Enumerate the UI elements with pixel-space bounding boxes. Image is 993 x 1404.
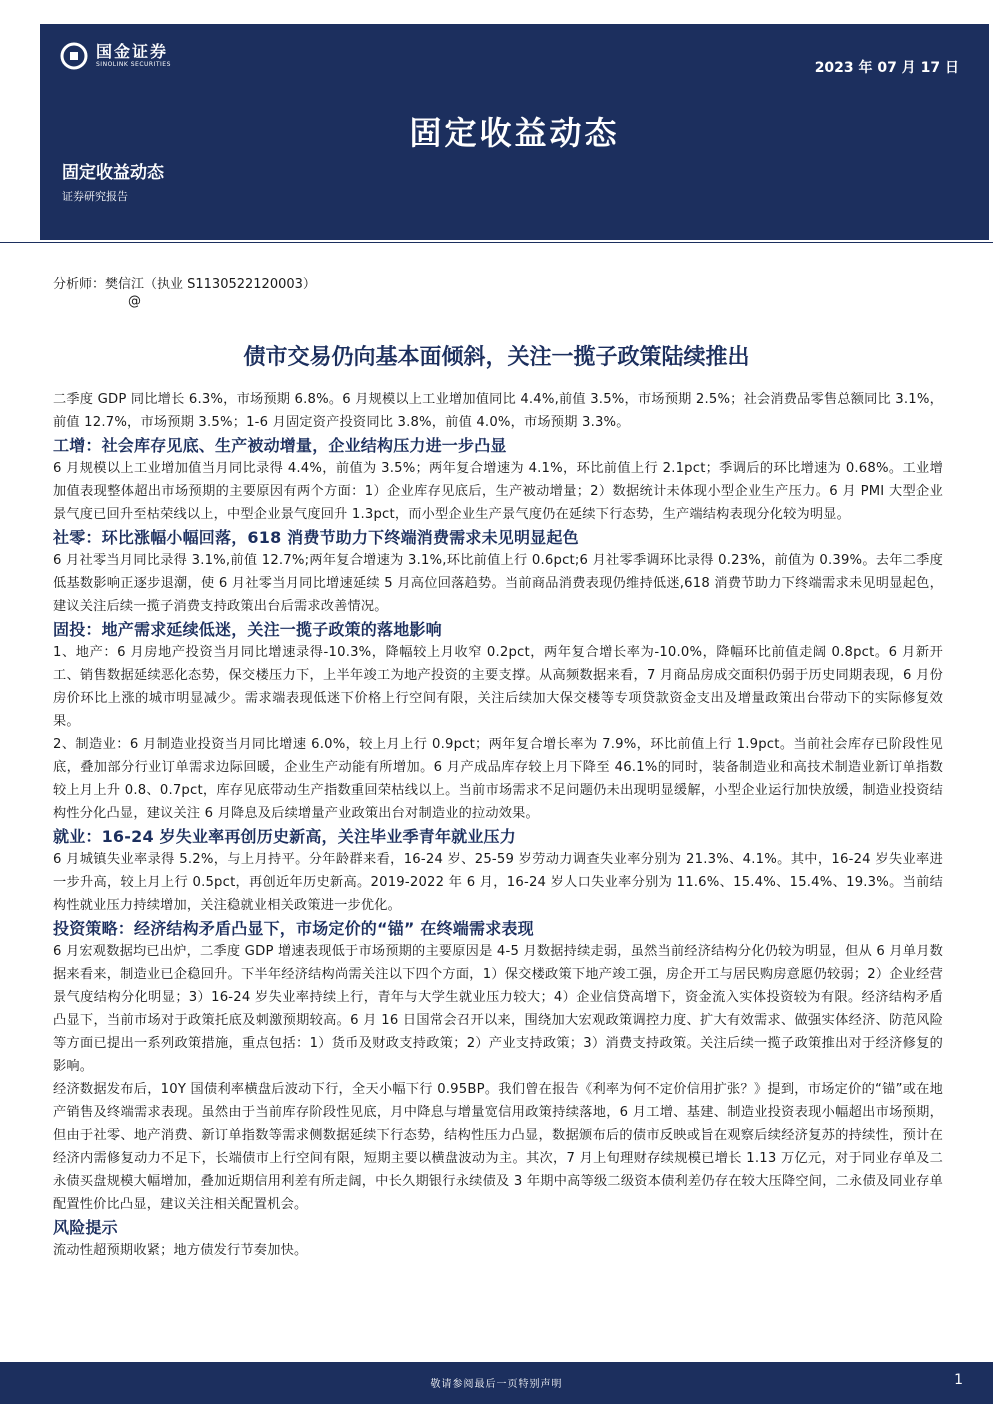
main-title: 固定收益动态 xyxy=(409,114,620,152)
logo-emblem-icon xyxy=(60,42,88,70)
section-paragraph: 流动性超预期收紧；地方债发行节奏加快。 xyxy=(53,1243,308,1258)
analyst-email: @ xyxy=(128,294,141,309)
sub-title: 固定收益动态 xyxy=(62,163,164,183)
section-heading: 风险提示 xyxy=(53,1218,118,1237)
section-paragraph: 2、制造业：6 月制造业投资当月同比增速 6.0%，较上月上行 0.9pct；两年复合增长率为 7.9%，环比前值上行 1.9pct。当前社会库存已阶段性见底，叠加部分行业订单需求边际回暖，企业生产动能有所增加。6 月产成品库存较上月下降至 46.1%的同时，装备制造业和高技术制造业新订单指数较上月上升 0.8、0.7pct，库存见底带动生产指数重回荣枯线以上。当前市场需求不足问题仍未出现明显缓解，小型企业运行加快放缓，制造业投资结构性分化凸显，建议关注 6 月降息及后续增量产业政策出台对制造业的拉动效果。 xyxy=(53,737,943,821)
disclaimer-note: 敬请参阅最后一页特别声明 xyxy=(430,1379,563,1390)
company-logo xyxy=(60,42,171,70)
section-paragraph: 6 月规模以上工业增加值当月同比录得 4.4%，前值为 3.5%；两年复合增速为 4.1%，环比前值上行 2.1pct；季调后的环比增速为 0.68%。工业增加值表现整体超出市场预期的主要原因有两个方面：1）企业库存见底后，生产被动增量；2）数据统计未体现小型企业生产压力。6 月 PMI 大型企业景气度已回升至枯荣线以上，中型企业景气度回升 1.3pct，而小型企业生产景气度仍在延续下行态势，生产端结构表现分化较为明显。 xyxy=(53,461,943,522)
section-heading: 投资策略：经济结构矛盾凸显下，市场定价的“锚” 在终端需求表现 xyxy=(53,919,534,938)
section-paragraph: 6 月城镇失业率录得 5.2%，与上月持平。分年龄群来看，16-24 岁、25-59 岁劳动力调查失业率分别为 21.3%、4.1%。其中，16-24 岁失业率进一步升高，较上月上行 0.5pct，再创近年历史新高。2019-2022 年 6 月，16-24 岁人口失业率分别为 11.6%、15.4%、15.4%、19.3%。当前结构性就业压力持续增加，关注稳就业相关政策进一步优化。 xyxy=(53,852,943,913)
page-number: 1 xyxy=(954,1372,963,1388)
report-date: 2023 年 07 月 17 日 xyxy=(814,60,959,76)
report-body xyxy=(53,388,943,1262)
section-paragraph: 经济数据发布后，10Y 国债利率横盘后波动下行，全天小幅下行 0.95BP。我们曾在报告《利率为何不定价信用扩张？》提到，市场定价的“锚”或在地产销售及终端需求表现。虽然由于当前库存阶段性见底，月中降息与增量宽信用政策持续落地，6 月工增、基建、制造业投资表现小幅超出市场预期，但由于社零、地产消费、新订单指数等需求侧数据延续下行态势，结构性压力凸显，数据颁布后的债市反映或旨在观察后续经济复苏的持续性，预计在经济内需修复动力不足下，长端债市上行空间有限，短期主要以横盘波动为主。其次，7 月上旬理财存续规模已增长 1.13 万亿元，对于同业存单及二永债买盘规模大幅增加，叠加近期信用利差有所走阔，中长久期银行永续债及 3 年期中高等级二级资本债利差仍存在较大压降空间，二永债及同业存单配置性价比凸显，建议关注相关配置机会。 xyxy=(53,1082,943,1212)
section-heading: 固投：地产需求延续低迷，关注一揽子政策的落地影响 xyxy=(53,620,442,639)
header-divider xyxy=(0,242,993,243)
section-heading: 就业：16-24 岁失业率再创历史新高，关注毕业季青年就业压力 xyxy=(53,827,516,846)
document-title: 债市交易仍向基本面倾斜，关注一揽子政策陆续推出 xyxy=(243,345,750,370)
logo-cn: 国金证券 xyxy=(96,42,169,61)
intro-paragraph: 二季度 GDP 同比增长 6.3%，市场预期 6.8%。6 月规模以上工业增加值同比 4.4%,前值 3.5%，市场预期 2.5%；社会消费品零售总额同比 3.1%，前值 12.7%，市场预期 3.5%；1-6 月固定资产投资同比 3.8%，前值 4.0%，市场预期 3.3%。 xyxy=(53,392,943,430)
section-heading: 工增：社会库存见底、生产被动增量，企业结构压力进一步凸显 xyxy=(53,436,507,455)
report-header xyxy=(40,24,989,240)
section-heading: 社零：环比涨幅小幅回落，618 消费节助力下终端消费需求未见明显起色 xyxy=(53,528,579,547)
section-paragraph: 6 月社零当月同比录得 3.1%,前值 12.7%;两年复合增速为 3.1%,环比前值上行 0.6pct;6 月社零季调环比录得 0.23%，前值为 0.39%。去年二季度低基数影响正逐步退潮，使 6 月社零当月同比增速延续 5 月高位回落趋势。当前商品消费表现仍维持低迷,618 消费节助力下终端需求未见明显起色，建议关注后续一揽子消费支持政策出台后需求改善情况。 xyxy=(53,553,943,614)
analyst-info: 分析师：樊信江（执业 S1130522120003） xyxy=(53,277,316,292)
section-paragraph: 1、地产：6 月房地产投资当月同比增速录得-10.3%，降幅较上月收窄 0.2pct，两年复合增长率为-10.0%，降幅环比前值走阔 0.8pct。6 月新开工、销售数据延续恶化态势，保交楼压力下，上半年竣工为地产投资的主要支撑。从高频数据来看，7 月商品房成交面积仍弱于历史同期表现，6 月份房价环比上涨的城市明显减少。需求端表现低迷下价格上行空间有限，关注后续加大保交楼等专项贷款资金支出及增量政策出台带动下的实际修复效果。 xyxy=(53,645,943,729)
section-paragraph: 6 月宏观数据均已出炉，二季度 GDP 增速表现低于市场预期的主要原因是 4-5 月数据持续走弱，虽然当前经济结构分化仍较为明显，但从 6 月单月数据来看来，制造业已企稳回升。下半年经济结构尚需关注以下四个方面，1）保交楼政策下地产竣工强，房企开工与居民购房意愿仍较弱；2）企业经营景气度结构分化明显；3）16-24 岁失业率持续上行，青年与大学生就业压力较大；4）企业信贷高增下，资金流入实体投资较为有限。经济结构矛盾凸显下，当前市场对于政策托底及刺激预期较高。6 月 16 日国常会召开以来，围绕加大宏观政策调控力度、扩大有效需求、做强实体经济、防范风险等方面已提出一系列政策措施，重点包括：1）货币及财政支持政策；2）产业支持政策；3）消费支持政策。关注后续一揽子政策推出对于经济修复的影响。 xyxy=(53,944,943,1074)
sub-label: 证券研究报告 xyxy=(62,190,128,203)
logo-en: SINOLINK SECURITIES xyxy=(96,61,171,68)
page-footer xyxy=(0,1362,993,1404)
